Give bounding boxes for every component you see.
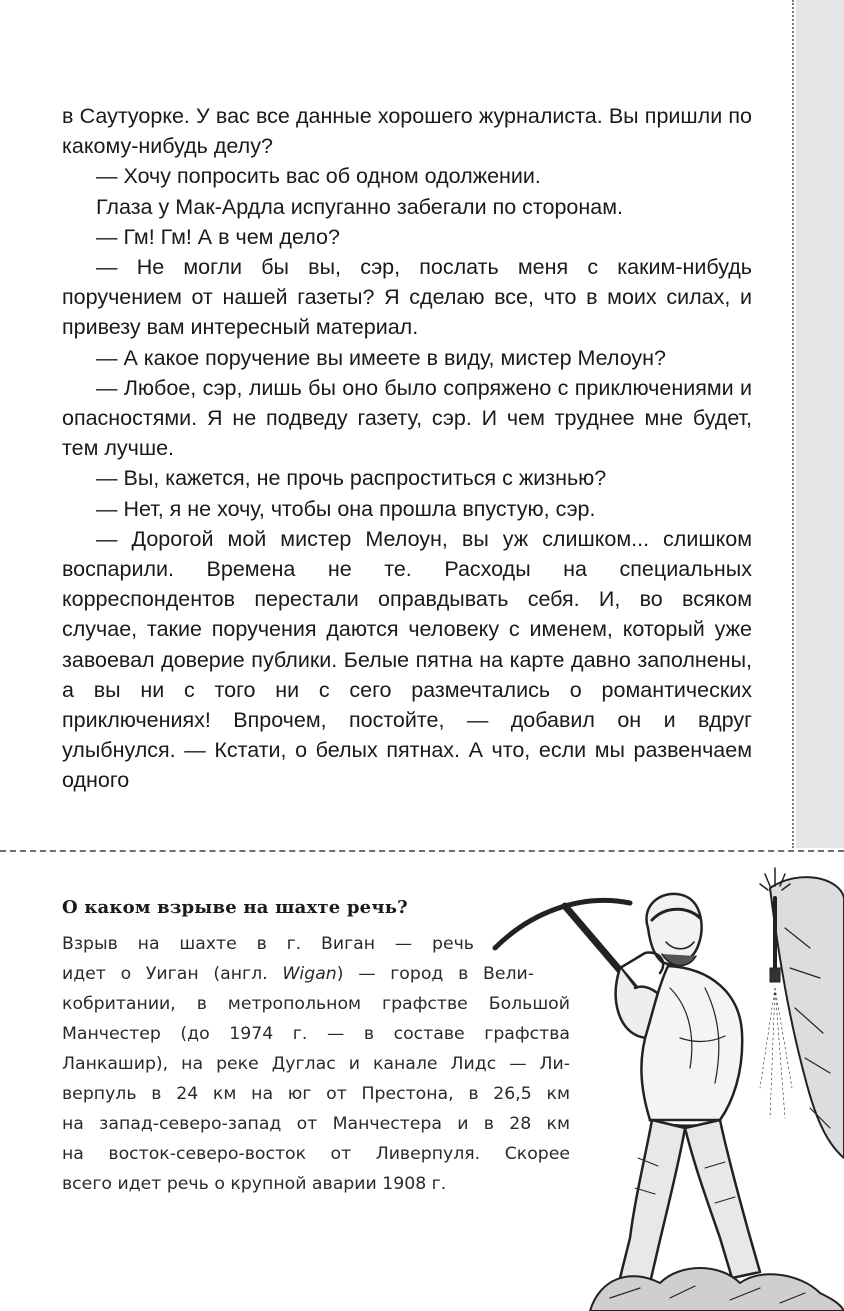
paragraph: — А какое поручение вы имеете в виду, мистер Мелоун? (96, 345, 667, 370)
vertical-dotted-rule (792, 0, 794, 848)
note-line: на запад-северо-запад от Манчестера и в 28 км (62, 1114, 570, 1134)
paragraph: — Вы, кажется, не прочь распроститься с жизнью? (96, 466, 607, 491)
note-line: Манчестер (до 1974 г. — в составе графства (62, 1024, 570, 1044)
horizontal-dashed-rule (0, 850, 844, 852)
sidebar-note-title: О каком взрыве на шахте речь? (62, 897, 408, 918)
paragraph: — Нет, я не хочу, чтобы она прошла впустую, сэр. (96, 496, 596, 521)
paragraph: Глаза у Мак-Ардла испуганно забегали по сторонам. (96, 194, 623, 219)
note-line: всего идет речь о крупной аварии 1908 г. (62, 1174, 447, 1194)
note-line: верпуль в 24 км на юг от Престона, в 26,5 км (62, 1084, 570, 1104)
note-line: идет о Уиган (англ. Wigan) — город в Вели- (62, 964, 535, 984)
paragraph: — Гм! Гм! А в чем дело? (96, 224, 340, 249)
main-text-block (62, 101, 752, 796)
paragraph: — Дорогой мой мистер Мелоун, вы уж слишком... слишком воспарили. Времена не те. Расходы на специальных корреспондентов перестали оправдывать себя. И, во всяком случае, такие поручения даются человеку с именем, который уже завоевал доверие публики. Белые пятна на карте давно заполнены, а вы ни с того ни с сего размечтались о романтических приключениях! Впрочем, постойте, — добавил он и вдруг улыбнулся. — Кстати, о белых пятнах. А что, если мы развенчаем одного (62, 526, 752, 793)
note-line: Ланкашир), на реке Дуглас и канале Лидс — Ли- (62, 1054, 570, 1074)
miner-illustration (470, 858, 844, 1311)
side-margin-panel (796, 0, 844, 848)
note-italic-term: Wigan (282, 964, 337, 984)
paragraph: — Хочу попросить вас об одном одолжении. (96, 164, 541, 189)
note-line: кобритании, в метропольном графстве Большой (62, 994, 570, 1014)
note-line: Взрыв на шахте в г. Виган — речь (62, 934, 474, 954)
paragraph: — Не могли бы вы, сэр, послать меня с каким-нибудь поручением от нашей газеты? Я сделаю все, что в моих силах, и привезу вам интересный материал. (62, 255, 752, 340)
paragraph: — Любое, сэр, лишь бы оно было сопряжено с приключениями и опасностями. Я не подведу газету, сэр. И чем труднее мне будет, тем лучше. (62, 375, 752, 461)
paragraph: в Саутуорке. У вас все данные хорошего журналиста. Вы пришли по какому-нибудь делу? (62, 104, 752, 159)
note-line: на восток-северо-восток от Ливерпуля. Скорее (62, 1144, 570, 1164)
